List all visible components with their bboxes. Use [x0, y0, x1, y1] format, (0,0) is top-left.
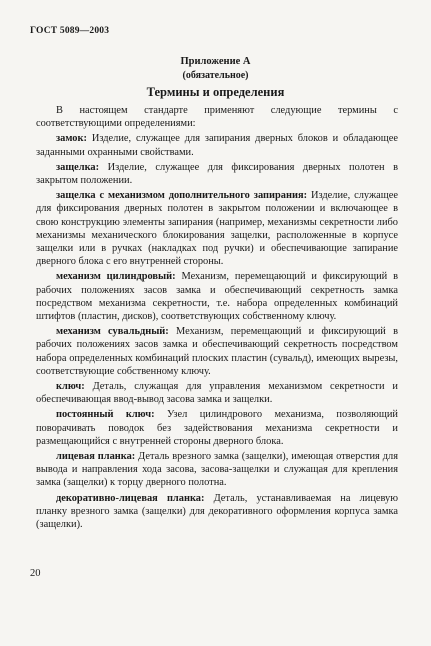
term-definition: Изделие, служащее для запирания дверных блоков и обладающее заданными охранными свойствами. [36, 133, 398, 158]
section-title: Термины и определения [146, 85, 285, 99]
term-paragraph [36, 492, 398, 532]
term-definition: Механизм, перемещающий и фиксирующий в рабочих положениях засов замка и обеспечивающий секретность замка посредством механизма секретности, т.е. набора определенных комбинаций штифтов (пластин, дисков), соответствующих собственному ключу. [36, 271, 398, 323]
term-paragraph [36, 161, 398, 187]
term-definition: Изделие, служащее для фиксирования дверных полотен в закрытом положении и включающее в свою конструкцию элементы запирания (например, механизмы секретности либо механизмы механического блокирования защелки, расположенные в корпусе защелки или в ручках (накладках под ручки) и обеспечивающие запирание дверного блока с его внутренней стороны. [36, 190, 398, 268]
term-paragraph [36, 450, 398, 490]
document-body [36, 104, 398, 533]
term-label: механизм цилиндровый: [56, 271, 176, 283]
intro-paragraph: В настоящем стандарте применяют следующие термины с соответствующими определениями: [36, 105, 398, 130]
term-paragraph [36, 270, 398, 323]
page-number: 20 [30, 568, 41, 579]
term-definition: Механизм, перемещающий и фиксирующий в рабочих положениях засов замка и обеспечивающий секретность посредством набора определенных комбинаций плоских пластин (сувальд), имеющих вырезы, соответствующие собственному ключу. [36, 326, 399, 377]
term-definition: Узел цилиндрового механизма, позволяющий поворачивать поводок без задействования механизма секретности и размещающийся с внутренней стороны дверного блока. [36, 409, 398, 447]
term-definition: Деталь, устанавливаемая на лицевую планку врезного замка (защелки) для декоративного оформления корпуса замка (защелки). [36, 492, 398, 531]
term-paragraph [36, 380, 398, 406]
term-paragraph [36, 189, 398, 268]
term-label: ключ: [56, 381, 85, 393]
term-label: постоянный ключ: [56, 409, 155, 421]
term-label: замок: [56, 133, 87, 145]
term-label: лицевая планка: [56, 451, 136, 463]
term-definition: Деталь врезного замка (защелки), имеющая отверстия для вывода и направления хода засова, засова-защелки и служащая для крепления замка (защелки) к торцу дверного полотна. [36, 451, 398, 489]
term-paragraph [36, 408, 398, 448]
term-label: механизм сувальдный: [56, 326, 169, 338]
term-paragraph [36, 325, 398, 378]
term-definition: Изделие, служащее для фиксирования дверных полотен в закрытом положении. [36, 161, 398, 187]
appendix-title: Приложение А [180, 56, 251, 67]
term-paragraph [36, 132, 398, 158]
appendix-note: (обязательное) [182, 70, 249, 81]
term-definition: Деталь, служащая для управления механизмом секретности и обеспечивающая ввод-вывод засова замка и защелки. [36, 381, 398, 406]
term-label: защелка с механизмом дополнительного запирания: [56, 190, 308, 202]
term-label: защелка: [56, 161, 100, 173]
term-label: декоративно-лицевая планка: [56, 492, 205, 504]
doc-header: ГОСТ 5089—2003 [30, 26, 110, 36]
